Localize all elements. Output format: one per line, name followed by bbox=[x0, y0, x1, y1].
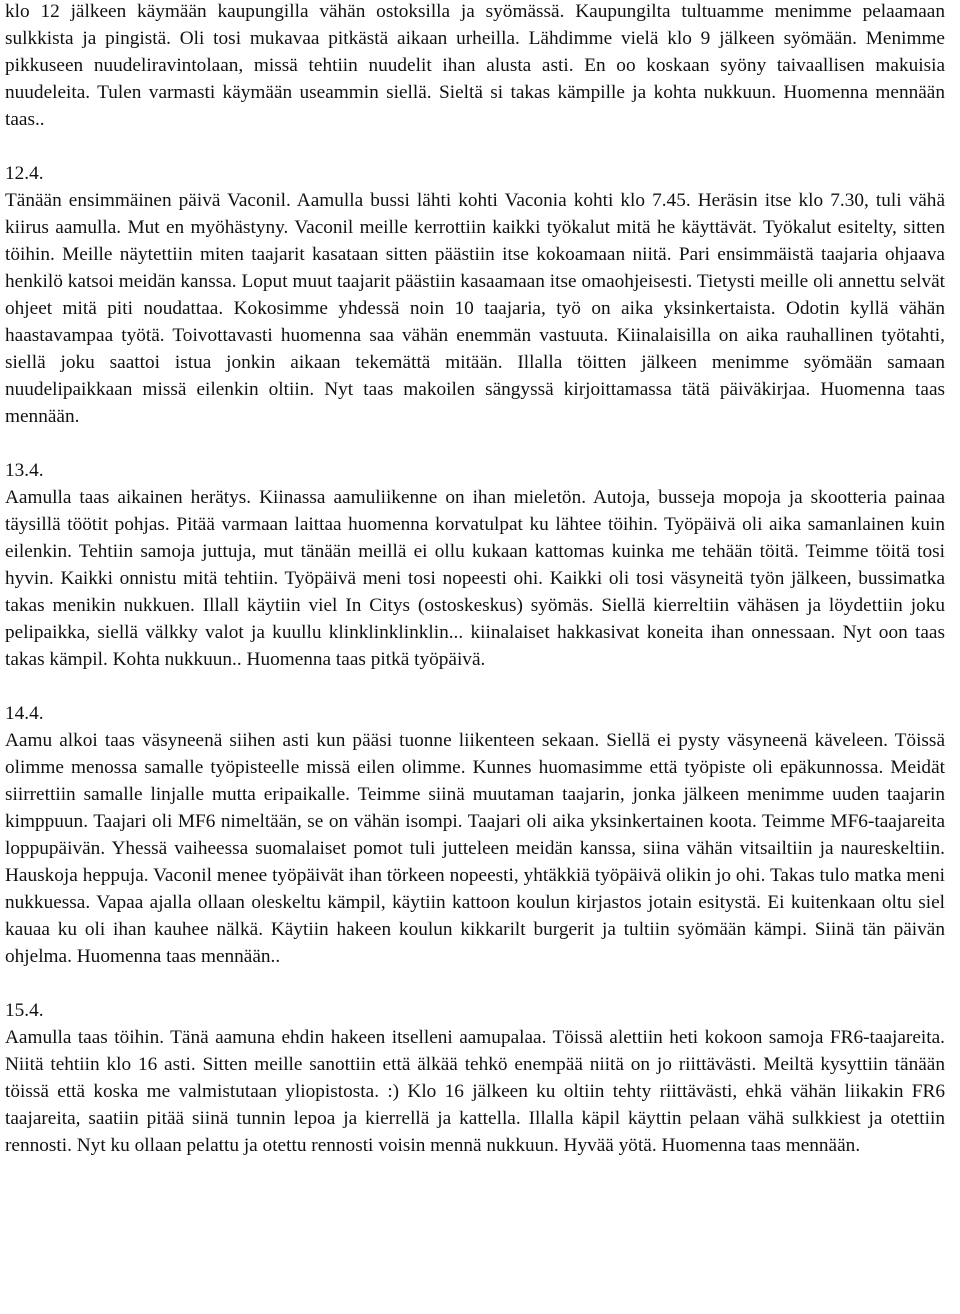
entry-text-12-4: Tänään ensimmäinen päivä Vaconil. Aamulla bussi lähti kohti Vaconia kohti klo 7.45. Heräsin itse klo 7.30, tuli vähä kiirus aamulla. Mut en myöhästyny. Vaconil meille kerrottiin kaikki työkalut mitä he käyttävät. Työkalut esitelty, sitten töihin. Meille näytettiin miten taajarit kasataan sitten päästiin itse kokoamaan niitä. Pari ensimmäistä taajaria ohjaava henkilö katsoi meidän kanssa. Loput muut taajarit päästiin kasaamaan itse omaohjeisesti. Tietysti meille oli annettu selvät ohjeet mitä piti noudattaa. Kokosimme yhdessä noin 10 taajaria, työ on aika yksinkertaista. Odotin kyllä vähän haastavampaa työtä. Toivottavasti huomenna saa vähän enemmän vastuuta. Kiinalaisilla on aika rauhallinen työtahti, siellä joku saattoi istua jonkin aikaan tekemättä mitään. Illalla töitten jälkeen menimme syömään samaan nuudelipaikkaan missä eilenkin oltiin. Nyt taas makoilen sängyssä kirjoittamassa tätä päiväkirjaa. Huomenna taas mennään. bbox=[5, 190, 945, 427]
entry-date-12-4: 12.4. bbox=[5, 163, 44, 184]
entry-text-15-4: Aamulla taas töihin. Tänä aamuna ehdin hakeen itselleni aamupalaa. Töissä alettiin heti kokoon samoja FR6-taajareita. Niitä tehtiin klo 16 asti. Sitten meille sanottiin että älkää tehkö enempää niitä on jo riittävästi. Meiltä kysyttiin tänään töissä että koska me valmistutaan yliopistosta. :) Klo 16 jälkeen ku oltiin tehty riittävästi, ehkä vähän liikakin FR6 taajareita, saatiin pitää siinä tunnin lepoa ja kierrellä ja kattella. Illalla käpil käyttin pelaan vähä sulkkiest ja otettiin rennosti. Nyt ku ollaan pelattu ja otettu rennosti voisin mennä nukkuun. Hyvää yötä. Huomenna taas mennään. bbox=[5, 1027, 945, 1156]
entry-text-13-4: Aamulla taas aikainen herätys. Kiinassa aamuliikenne on ihan mieletön. Autoja, busseja mopoja ja skootteria painaa täysillä töötit pohjas. Pitää varmaan laittaa huomenna korvatulpat ku lähtee töihin. Työpäivä oli aika samanlainen kuin eilenkin. Tehtiin samoja juttuja, mut tänään meillä ei ollu kukaan kattomas kuinka me tehään töitä. Teimme töitä tosi hyvin. Kaikki onnistu mitä tehtiin. Työpäivä meni tosi nopeesti ohi. Kaikki oli tosi väsyneitä työn jälkeen, bussimatka takas menikin nukkuen. Illall käytiin viel In Citys (ostoskeskus) syömäs. Siellä kierreltiin vähäsen ja löydettiin joku pelipaikka, siellä välkky valot ja kuullu klinklinklinklin... kiinalaiset hakkasivat koneita ihan onnessaan. Nyt oon taas takas kämpil. Kohta nukkuun.. Huomenna taas pitkä työpäivä. bbox=[5, 487, 945, 670]
entry-date-15-4: 15.4. bbox=[5, 1000, 44, 1021]
entry-date-13-4: 13.4. bbox=[5, 460, 44, 481]
entry-date-14-4: 14.4. bbox=[5, 703, 44, 724]
intro-paragraph: klo 12 jälkeen käymään kaupungilla vähän ostoksilla ja syömässä. Kaupungilta tultuamme menimme pelaamaan sulkkista ja pingistä. Oli tosi mukavaa pitkästä aikaan urheilla. Lähdimme vielä klo 9 jälkeen syömään. Menimme pikkuseen nuudeliravintolaan, missä tehtiin nuudelit ihan alusta asti. En oo koskaan syöny taivaallisen makuisia nuudeleita. Tulen varmasti käymään useammin siellä. Sieltä si takas kämpille ja kohta nukkuun. Huomenna mennään taas.. bbox=[5, 1, 945, 130]
entry-text-14-4: Aamu alkoi taas väsyneenä siihen asti kun pääsi tuonne liikenteen sekaan. Siellä ei pysty väsyneenä käveleen. Töissä olimme menossa samalle työpisteelle missä eilen olimme. Kunnes huomasimme että työpiste oli epäkunnossa. Meidät siirrettiin samalle linjalle mutta eripaikalle. Teimme siinä muutaman taajarin, jonka jälkeen menimme uuden taajarin kimppuun. Taajari oli MF6 nimeltään, se on vähän isompi. Taajari oli aika yksinkertainen koota. Teimme MF6-taajareita loppupäivän. Yhessä vaiheessa suomalaiset pomot tuli jutteleen meidän kanssa, siina vähän vitsailtiin ja naureskeltiin. Hauskoja heppuja. Vaconil menee työpäivät ihan törkeen nopeesti, yhtäkkiä työpäivä olikin jo ohi. Takas tulo matka meni nukkuessa. Vapaa ajalla ollaan oleskeltu kämpil, käytiin kattoon koulun kirjastos jotain esitystä. Ei kuitenkaan oltu siel kauaa ku oli ihan kauhee nälkä. Käytiin hakeen koulun kikkarilt burgerit ja tultiin syömään kämpi. Siinä tän päivän ohjelma. Huomenna taas mennään.. bbox=[5, 730, 945, 967]
